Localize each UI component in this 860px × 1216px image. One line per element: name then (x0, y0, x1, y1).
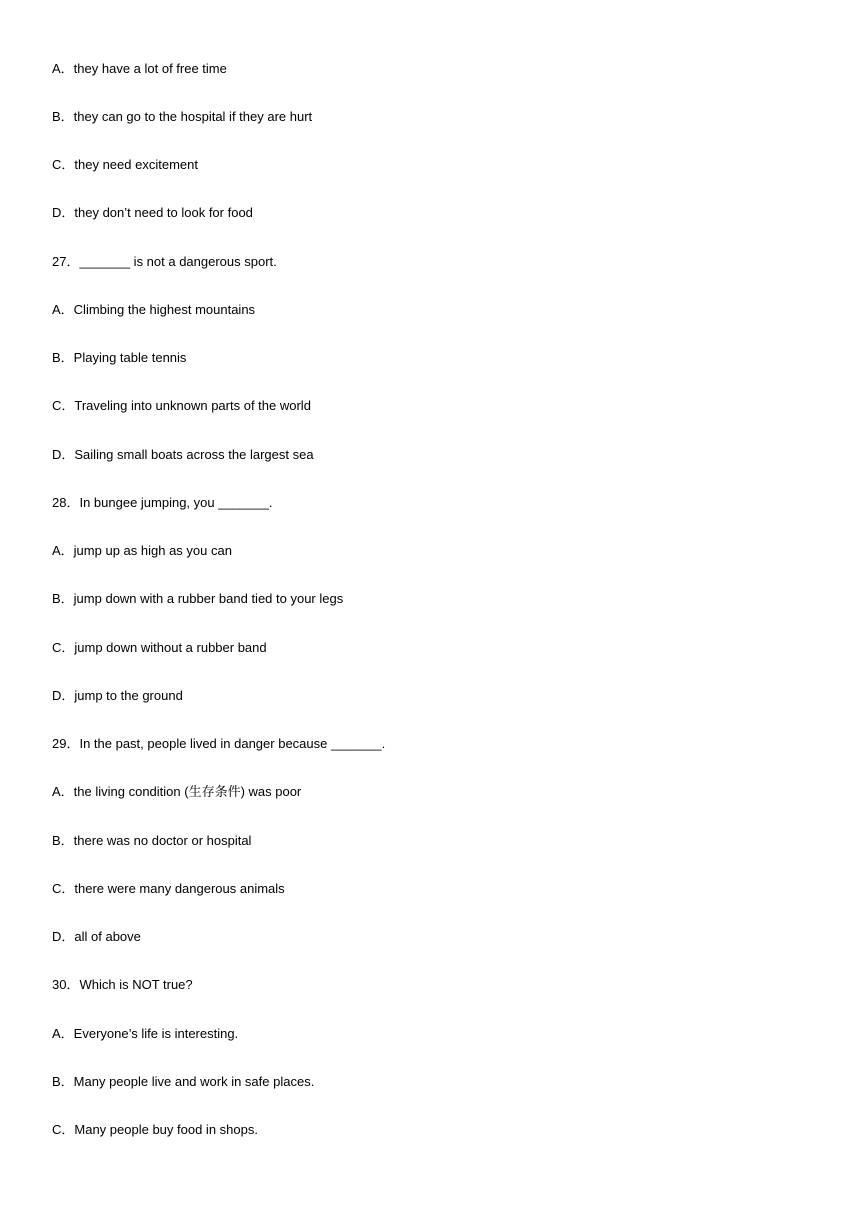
q28-option-a: A．jump up as high as you can (52, 543, 232, 558)
q30-option-a: A．Everyone’s life is interesting. (52, 1026, 239, 1041)
question-27: 27．_______ is not a dangerous sport. (52, 254, 277, 269)
option-a-line: A．they have a lot of free time (52, 61, 227, 76)
q27-option-d: D．Sailing small boats across the largest sea (52, 447, 314, 462)
q30-option-c: C．Many people buy food in shops. (52, 1122, 258, 1137)
q29-option-c: C．there were many dangerous animals (52, 881, 285, 896)
q29-option-a: A．the living condition (生存条件) was poor (52, 784, 302, 799)
q28-option-d: D．jump to the ground (52, 688, 183, 703)
q29-option-d: D．all of above (52, 929, 141, 944)
option-d-line: D．they don’t need to look for food (52, 205, 253, 220)
q27-option-b: B．Playing table tennis (52, 350, 187, 365)
q27-option-a: A．Climbing the highest mountains (52, 302, 256, 317)
option-c-line: C．they need excitement (52, 157, 198, 172)
q30-option-b: B．Many people live and work in safe places. (52, 1074, 315, 1089)
q27-option-c: C．Traveling into unknown parts of the world (52, 398, 311, 413)
q29-option-b: B．there was no doctor or hospital (52, 833, 252, 848)
question-28: 28．In bungee jumping, you _______. (52, 495, 273, 510)
option-b-line: B．they can go to the hospital if they are hurt (52, 109, 313, 124)
q28-option-c: C．jump down without a rubber band (52, 640, 267, 655)
question-29: 29．In the past, people lived in danger because _______. (52, 736, 386, 751)
question-30: 30．Which is NOT true? (52, 977, 193, 992)
q28-option-b: B．jump down with a rubber band tied to your legs (52, 591, 344, 606)
